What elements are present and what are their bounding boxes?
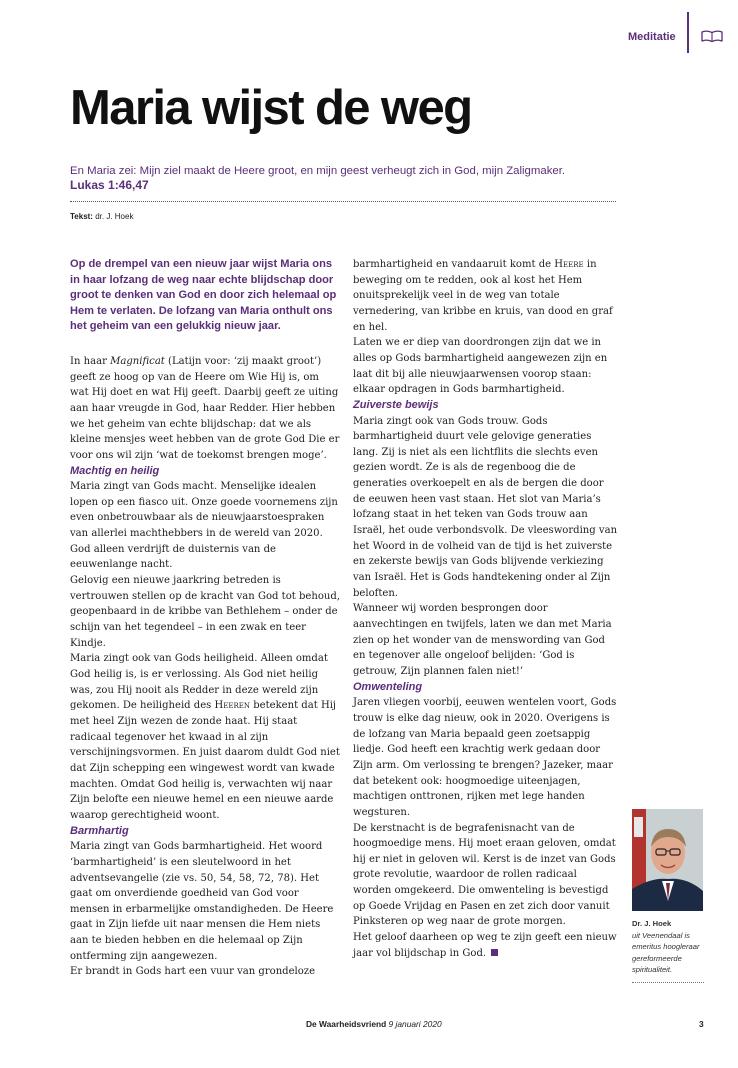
body-paragraph: Maria zingt ook van Gods trouw. Gods barmhartigheid duurt vele gelovige generaties lang. Zij is niet als een lichtflits die slechts even gezien wordt. Ze is als de regenboog die de generaties overkoepelt en als de bergen die door de eeuwen heen vast staan. Het slot van Maria’s lofzang staat in het teken van Gods trouw aan Israël, het oude verbondsvolk. De vleeswording van het Woord in de volheid van de tijd is het zuiverste en zekerste bewijs van Gods blijvende verkiezing van Israël. Het is Gods handtekening onder al Zijn beloften.: [353, 415, 618, 599]
body-paragraph: Gelovig een nieuwe jaarkring betreden is vertrouwen stellen op de kracht van God tot behoud, geopenbaard in de kribbe van Bethlehem – onder de schijn van het tegendeel – in een zwak en teer Kindje.: [70, 575, 340, 649]
intro-paragraph: Op de drempel van een nieuw jaar wijst Maria ons in haar lofzang de weg naar echte blijdschap door groot te denken van God en door zich helemaal op Hem te verlaten. De lofzang van Maria onthult ons het geheim van een gelukkig nieuw jaar.: [70, 258, 337, 333]
body-paragraph: Er brandt in Gods hart een vuur van grondeloze: [70, 966, 316, 978]
page-title: Maria wijst de weg: [70, 81, 472, 135]
section-label: Meditatie: [628, 31, 676, 43]
caption-description: uit Veenendaal is emeritus hoogleraar gereformeerde spiritualiteit.: [632, 930, 700, 975]
end-mark-icon: [491, 949, 498, 956]
quote-reference: Lukas 1:46,47: [70, 178, 149, 192]
byline: [70, 212, 133, 221]
subheading-machtig: Machtig en heilig: [70, 464, 160, 477]
quote-text: En Maria zei: Mijn ziel maakt de Heere groot, en mijn geest verheugt zich in God, mijn Zaligmaker.: [70, 165, 566, 177]
body-paragraph: Het geloof daarheen op weg te zijn geeft een nieuw jaar vol blijdschap in God.: [353, 932, 617, 959]
magnificat-term: Magnificat: [110, 355, 165, 367]
small-caps-heere: Heere: [554, 259, 584, 270]
author-photo: [632, 809, 703, 911]
author-caption: [632, 918, 712, 976]
article-column-2-text: [353, 257, 618, 961]
subheading-zuiverste: Zuiverste bewijs: [353, 398, 439, 411]
body-paragraph: Maria zingt van Gods macht. Menselijke idealen lopen op een fiasco uit. Onze goede voornemens zijn even onbetrouwbaar als de nieuwjaarstoespraken van allerlei machthebbers in de wereld van 2020. God alleen verdrijft de duisternis van de eeuwenlange nacht.: [70, 481, 338, 571]
article-column-1: [70, 257, 340, 980]
byline-author: dr. J. Hoek: [95, 212, 134, 221]
body-paragraph: Maria zingt ook van Gods heiligheid. Alleen omdat God heilig is, is er verlossing. Als God niet heilig was, zou Hij nooit als Redder in deze wereld zijn gekomen. De heiligheid des Heeren betekent dat Hij met heel Zijn wezen de zonde haat. Hij staat radicaal tegenover het kwaad in al zijn verschijningsvormen. En juist daarom duldt God niet dat Zijn schepping een wingewest wordt van kwade machten. Omdat God heilig is, verwachten wij naar Zijn belofte een nieuwe hemel en een nieuwe aarde waarop gerechtigheid woont.: [70, 653, 340, 821]
header-divider: [687, 12, 689, 53]
body-paragraph: Jaren vliegen voorbij, eeuwen wentelen voort, Gods trouw is elke dag nieuw, ook in 2020. Overigens is de lofzang van Maria bepaald geen zoetsappig liedje. God heeft een krachtig werk gedaan door Zijn arm. Om verlossing te brengen? Jazeker, maar dat betekent ook: hoogmoedige uiteenjagen, machtigen onttronen, rijken met lege handen wegsturen.: [353, 697, 617, 818]
subheading-omwenteling: Omwenteling: [353, 680, 423, 693]
caption-divider: [632, 982, 704, 983]
body-paragraph: Maria zingt van Gods barmhartigheid. Het woord ‘barmhartigheid’ is een sleutelwoord in het adventsevangelie (zie vs. 50, 54, 58, 72, 78). Het gaat om onverdiende goedheid van God voor mensen in erbarmelijke omstandigheden. De Heere gaat in Zijn liefde uit naar mensen die Hem niets aan te bieden hebben en die helemaal op Zijn ontferming zijn aangewezen.: [70, 841, 334, 962]
page-footer: [306, 1019, 442, 1029]
page-number: 3: [699, 1019, 704, 1029]
byline-label: Tekst:: [70, 212, 93, 221]
body-paragraph: In haar Magnificat (Latijn voor: ‘zij maakt groot’) geeft ze hoog op van de Heere om Wie Hij is, om wat Hij doet en wat Hij geeft. Daarbij geeft ze uiting aan haar vreugde in God, haar Redder. Hier hebben we het geheim van echte blijdschap: dat we als kleine mensjes weet hebben van de grote God Die er voor ons wil zijn ‘wat de toekomst brengen moge’.: [70, 355, 340, 461]
bible-quote: [70, 164, 630, 192]
subheading-barmhartig: Barmhartig: [70, 824, 129, 837]
caption-name: Dr. J. Hoek: [632, 919, 672, 928]
body-paragraph: Wanneer wij worden besprongen door aanvechtingen en twijfels, laten we dan met Maria zien op het wonder van de menswording van God en tegenover alle ongeloof belijden: ‘God is getrouw, Zijn plannen falen niet!’: [353, 603, 612, 677]
open-book-icon: [701, 28, 723, 44]
body-paragraph: De kerstnacht is de begrafenisnacht van de hoogmoedige mens. Hij moet eraan geloven, omdat hij er niet in geloven wil. Kerst is de inzet van Gods grote revolutie, waardoor de rollen radicaal worden omgekeerd. Die omwenteling is bevestigd op Goede Vrijdag en Pasen en zet zich door vanuit Pinksteren op weg naar de grote morgen.: [353, 822, 616, 928]
dotted-divider: [70, 201, 616, 202]
small-caps-heeren: Heeren: [214, 700, 251, 712]
body-paragraph: barmhartigheid en vandaaruit komt de Heere in beweging om te redden, ook al kost het Hem onuitsprekelijk veel in de weg van totale vernedering, van kribbe en kruis, van dood en graf en hel.: [353, 259, 613, 333]
issue-date: 9 januari 2020: [388, 1019, 442, 1029]
body-paragraph: Laten we er diep van doordrongen zijn dat we in alles op Gods barmhartigheid aangewezen zijn en laat dit bij alle nieuwjaarwensen voorop staan: elkaar opdragen in Gods barmhartigheid.: [353, 337, 608, 396]
magazine-name: De Waarheidsvriend: [306, 1019, 387, 1029]
